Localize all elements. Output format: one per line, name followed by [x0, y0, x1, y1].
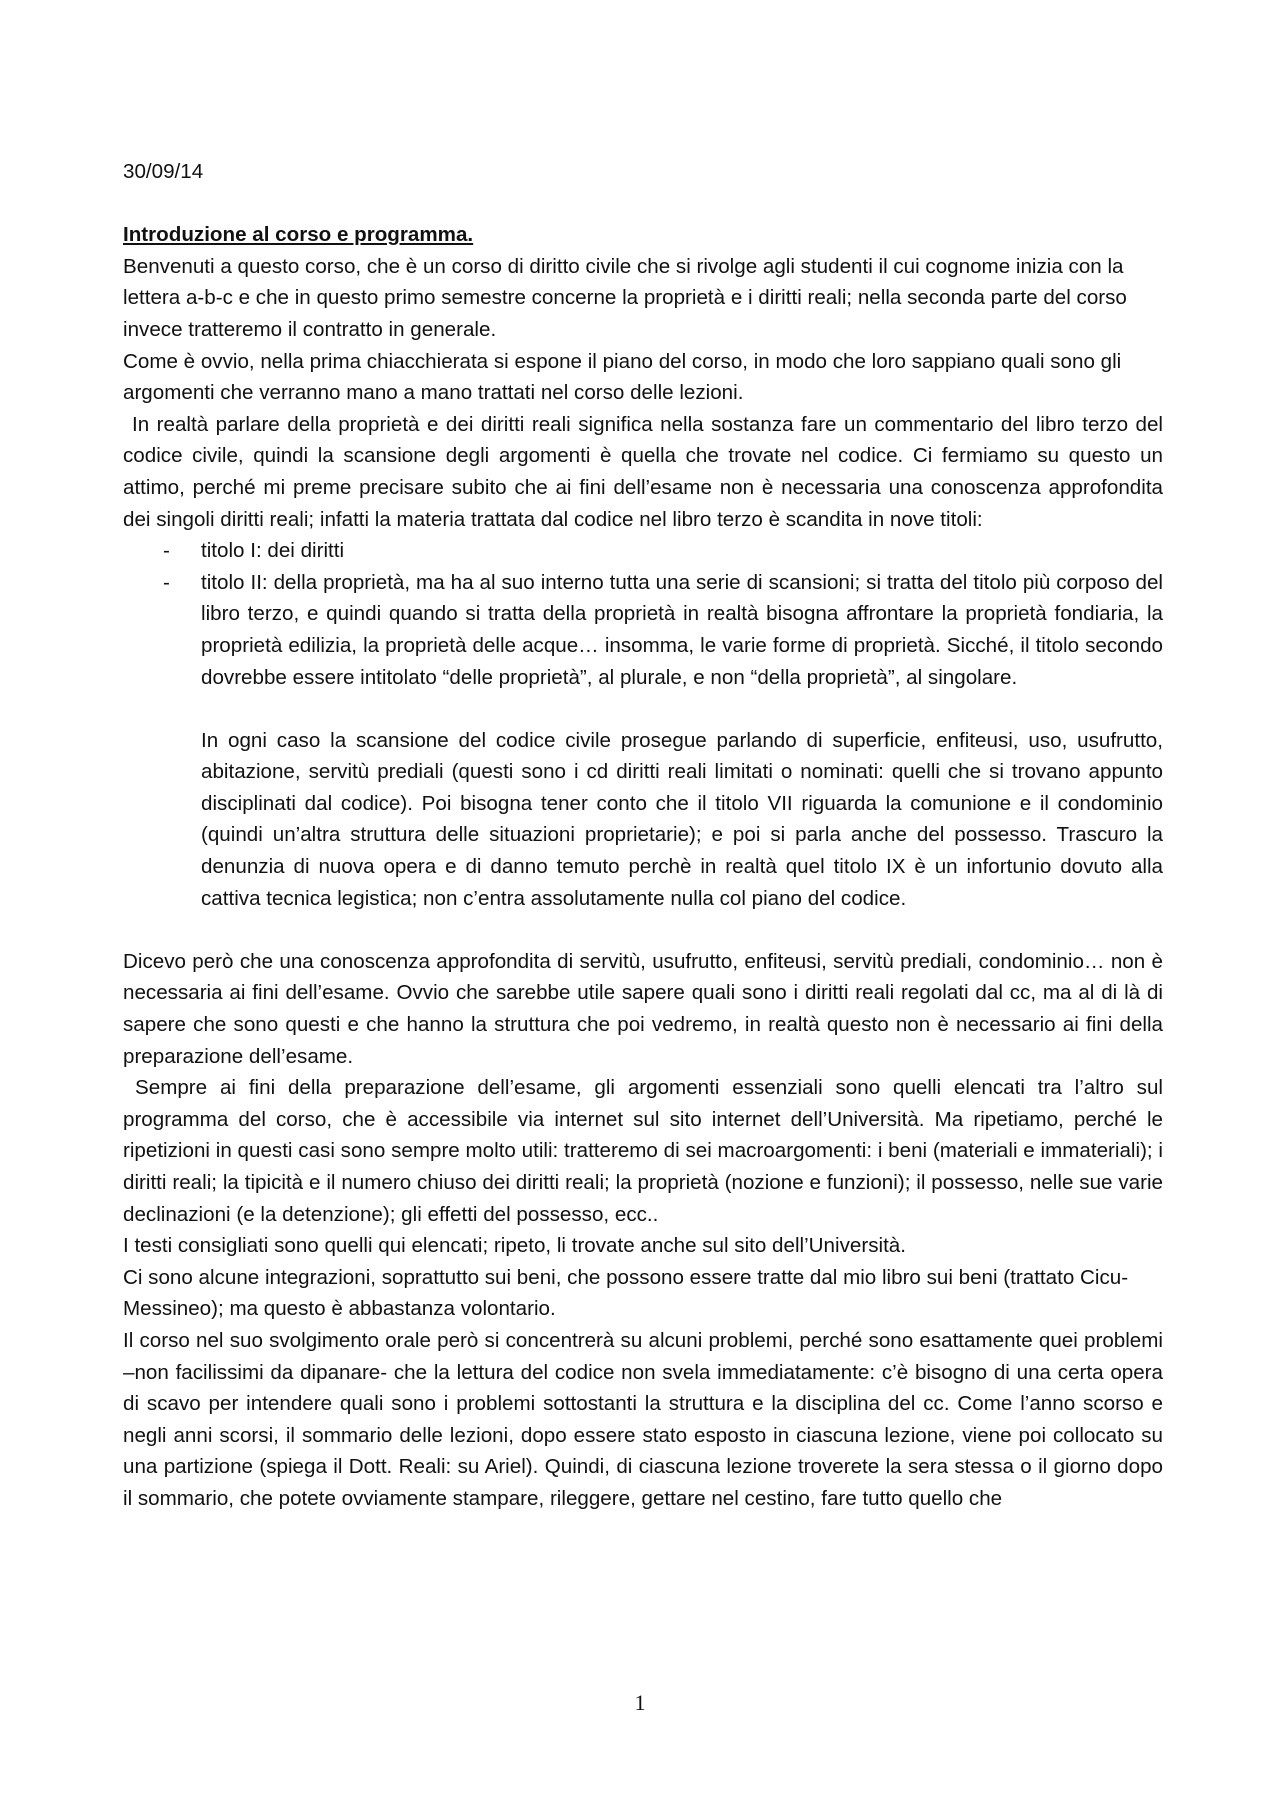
document-body [123, 156, 1163, 1515]
list-item-text: titolo II: della proprietà, ma ha al suo interno tutta una serie di scansioni; si tratta del titolo più corposo del libro terzo, e quindi quando si tratta della proprietà in realtà bisogna affrontare la proprietà fondiaria, la proprietà edilizia, la proprietà delle acque… insomma, le varie forme di proprietà. Sicché, il titolo secondo dovrebbe essere intitolato “delle proprietà”, al plurale, e non “della proprietà”, al singolare. [201, 570, 1163, 689]
paragraph-intro: Benvenuti a questo corso, che è un corso di diritto civile che si rivolge agli studenti il cui cognome inizia con la lettera a-b-c e che in questo primo semestre concerne la proprietà e i diritti reali; nella seconda parte del corso invece tratteremo il contratto in generale. [123, 254, 1127, 341]
list-item [123, 567, 1163, 693]
paragraph-plan: Come è ovvio, nella prima chiacchierata si espone il piano del corso, in modo che loro sappiano quali sono gli argomenti che verranno mano a mano trattati nel corso delle lezioni. [123, 349, 1122, 405]
paragraph-exam-knowledge: Dicevo però che una conoscenza approfondita di servitù, usufrutto, enfiteusi, servitù prediali, condominio… non è necessaria ai fini dell’esame. Ovvio che sarebbe utile sapere quali sono i diritti reali regolati dal cc, ma al di là di sapere che sono questi e che hanno la struttura che poi vedremo, in realtà questo non è necessario ai fini della preparazione dell’esame. [123, 949, 1163, 1068]
list-marker: - [163, 539, 170, 563]
list-item [123, 535, 1163, 567]
document-title: Introduzione al corso e programma. [123, 223, 474, 247]
titles-list [123, 535, 1163, 693]
spacer [123, 693, 1163, 725]
spacer [123, 914, 1163, 946]
paragraph-book-three: In realtà parlare della proprietà e dei diritti reali significa nella sostanza fare un commentario del libro terzo del codice civile, quindi la scansione degli argomenti è quella che trovate nel codice. Ci fermiamo su questo un attimo, perché mi preme precisare subito che ai fini dell’esame non è necessaria una conoscenza approfondita dei singoli diritti reali; infatti la materia trattata dal codice nel libro terzo è scandita in nove titoli: [123, 412, 1163, 531]
paragraph-texts: I testi consigliati sono quelli qui elencati; ripeto, li trovate anche sul sito dell’Università. [123, 1234, 906, 1258]
page-number: 1 [634, 1690, 646, 1715]
list-item-text: titolo I: dei diritti [201, 539, 345, 563]
document-date: 30/09/14 [123, 160, 204, 183]
paragraph-integrations: Ci sono alcune integrazioni, soprattutto sui beni, che possono essere tratte dal mio libro sui beni (trattato Cicu-Messineo); ma questo è abbastanza volontario. [123, 1265, 1129, 1321]
list-marker: - [163, 570, 170, 594]
paragraph-exam-topics: Sempre ai fini della preparazione dell’esame, gli argomenti essenziali sono quelli elencati tra l’altro sul programma del corso, che è accessibile via internet sul sito internet dell’Università. Ma ripetiamo, perché le ripetizioni in questi casi sono sempre molto utili: tratteremo di sei macroargomenti: i beni (materiali e immateriali); i diritti reali; la tipicità e il numero chiuso dei diritti reali; la proprietà (nozione e funzioni); il possesso, nelle sue varie declinazioni (e la detenzione); gli effetti del possesso, ecc.. [123, 1076, 1163, 1226]
paragraph-course-problems: Il corso nel suo svolgimento orale però si concentrerà su alcuni problemi, perché sono esattamente quei problemi –non facilissimi da dipanare- che la lettura del codice non svela immediatamente: c’è bisogno di una certa opera di scavo per intendere quali sono i problemi sottostanti la struttura e la disciplina del cc. Come l’anno scorso e negli anni scorsi, il sommario delle lezioni, dopo essere stato esposto in ciascuna lezione, viene poi collocato su una partizione (spiega il Dott. Reali: su Ariel). Quindi, di ciascuna lezione troverete la sera stessa o il giorno dopo il sommario, che potete ovviamente stampare, rileggere, gettare nel cestino, fare tutto quello che [123, 1328, 1163, 1510]
paragraph-titles-continuation: In ogni caso la scansione del codice civile prosegue parlando di superficie, enfiteusi, uso, usufrutto, abitazione, servitù prediali (questi sono i cd diritti reali limitati o nominati: quelli che si trovano appunto disciplinati dal codice). Poi bisogna tener conto che il titolo VII riguarda la comunione e il condominio (quindi un’altra struttura delle situazioni proprietarie); e poi si parla anche del possesso. Trascuro la denunzia di nuova opera e di danno temuto perchè in realtà quel titolo IX è un infortunio dovuto alla cattiva tecnica legistica; non c’entra assolutamente nulla col piano del codice. [201, 728, 1163, 910]
